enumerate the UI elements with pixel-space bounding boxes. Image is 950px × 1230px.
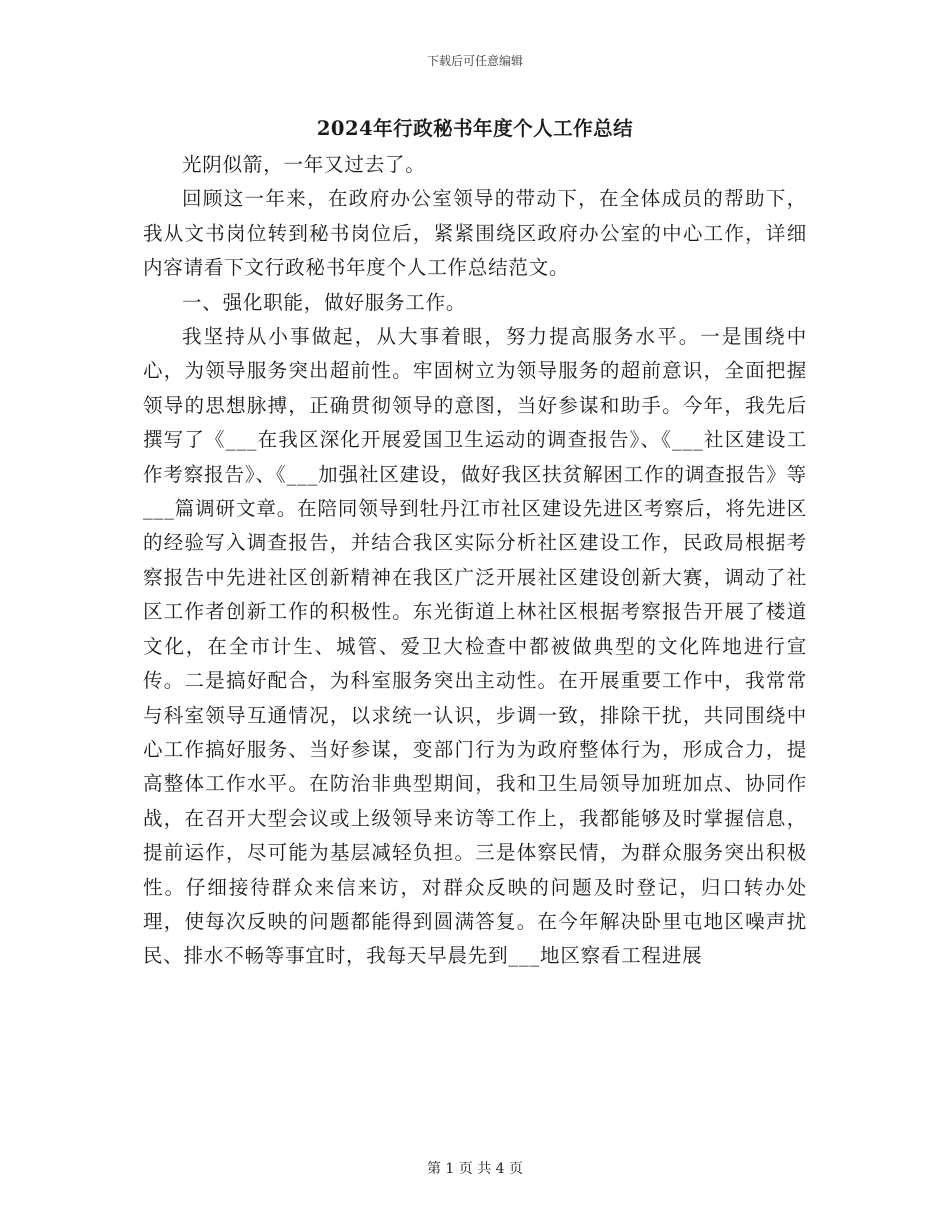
section-heading-one: 一、强化职能，做好服务工作。 — [182, 290, 467, 314]
document-title: 2024年行政秘书年度个人工作总结 — [316, 117, 634, 140]
page-number: 第 1 页 共 4 页 — [426, 1161, 524, 1177]
paragraph-review: 回顾这一年来，在政府办公室领导的带动下，在全体成员的帮助下，我从文书岗位转到秘书岗位后，紧紧围绕区政府办公室的中心工作，详细内容请看下文行政秘书年度个人工作总结范文。 — [143, 187, 807, 280]
page-header-note: 下载后可任意编辑 — [426, 54, 523, 68]
paragraph-service-work: 我坚持从小事做起，从大事着眼，努力提高服务水平。一是围绕中心，为领导服务突出超前性。牢固树立为领导服务的超前意识，全面把握领导的思想脉搏，正确贯彻领导的意图，当好参谋和助手。今年，我先后撰写了《___在我区深化开展爱国卫生运动的调查报告》、《___社区建设工作考察报告》、《___加强社区建设，做好我区扶贫解困工作的调查报告》等___篇调研文章。在陪同领导到牡丹江市社区建设先进区考察后，将先进区的经验写入调查报告，并结合我区实际分析社区建设工作，民政局根据考察报告中先进社区创新精神在我区广泛开展社区建设创新大赛，调动了社区工作者创新工作的积极性。东光街道上林社区根据考察报告开展了楼道文化，在全市计生、城管、爱卫大检查中都被做典型的文化阵地进行宣传。二是搞好配合，为科室服务突出主动性。在开展重要工作中，我常常与科室领导互通情况，以求统一认识，步调一致，排除干扰，共同围绕中心工作搞好服务、当好参谋，变部门行为为政府整体行为，形成合力，提高整体工作水平。在防治非典型期间，我和卫生局领导加班加点、协同作战，在召开大型会议或上级领导来访等工作上，我都能够及时掌握信息，提前运作，尽可能为基层减轻负担。三是体察民情，为群众服务突出积极性。仔细接待群众来信来访，对群众反映的问题及时登记，归口转办处理，使每次反映的问题都能得到圆满答复。在今年解决卧里屯地区噪声扰民、排水不畅等事宜时，我每天早晨先到___地区察看工程进展 — [143, 325, 807, 968]
document-body — [143, 148, 807, 974]
paragraph-opening: 光阴似箭，一年又过去了。 — [182, 153, 426, 176]
